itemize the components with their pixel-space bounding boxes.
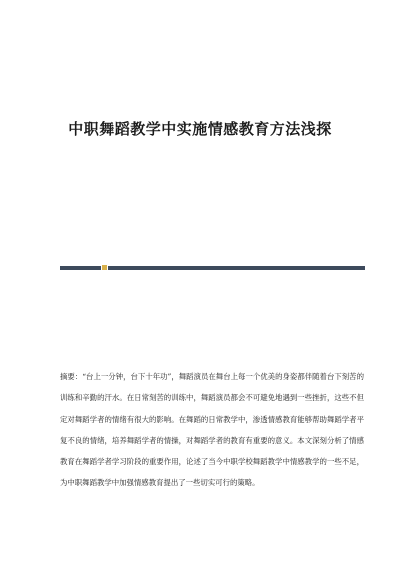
document-title: 中职舞蹈教学中实施情感教育方法浅探 — [68, 120, 332, 138]
abstract-text: “台上一分钟，台下十年功”，舞蹈演员在舞台上每一个优美的身姿都伴随着台下刻苦的训练和辛勤的汗水。在日常刻苦的训练中，舞蹈演员都会不可避免地遇到一些挫折，这些不但定对舞蹈学者的情绪有很大的影响。在舞蹈的日常教学中，渗透情感教育能够帮助舞蹈学者平复不良的情绪，培养舞蹈学者的情操，对舞蹈学者的教育有重要的意义。本文深刻分析了情感教育在舞蹈学者学习阶段的重要作用，论述了当今中职学校舞蹈教学中情感教学的一些不足，为中职舞蹈教学中加强情感教育提出了一些切实可行的策略。 — [60, 372, 364, 488]
abstract-label: 摘要： — [60, 372, 83, 381]
divider-accent-mark — [101, 264, 108, 271]
abstract-paragraph — [60, 366, 364, 494]
